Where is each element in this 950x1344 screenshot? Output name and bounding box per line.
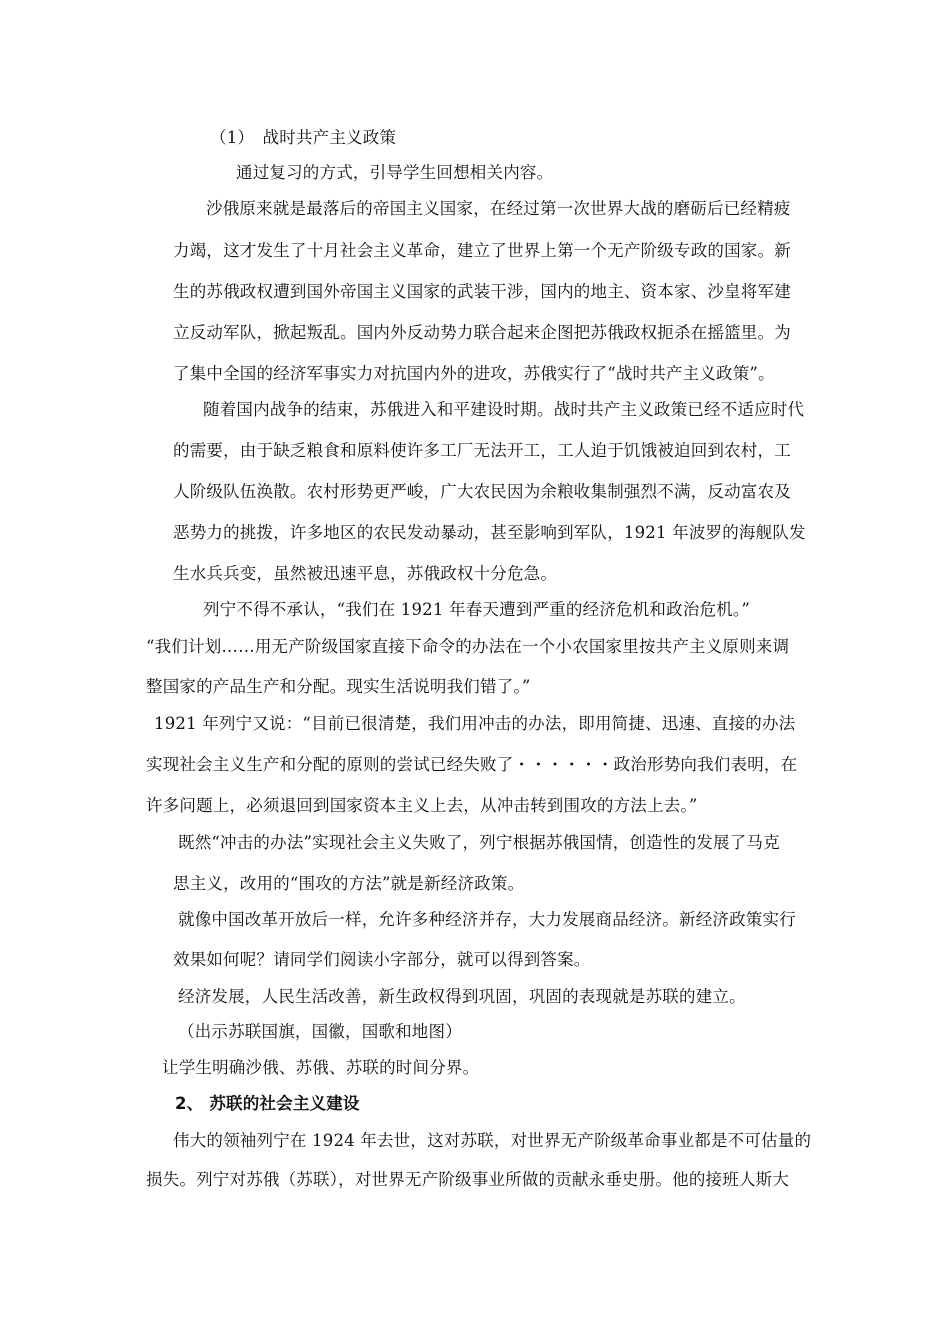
para5: 经济发展，人民生活改善，新生政权得到巩固，巩固的表现就是苏联的建立。 [178,987,746,1006]
para4-line: 效果如何呢？请同学们阅读小字部分，就可以得到答案。 [173,950,591,969]
para2-line: 随着国内战争的结束，苏俄进入和平建设时期。战时共产主义政策已经不适应时代 [203,400,805,419]
para6: （出示苏联国旗，国徽，国歌和地图） [178,1022,462,1041]
quote2-line: “我们计划……用无产阶级国家直接下命令的办法在一个小农国家里按共产主义原则来调 [146,637,790,656]
quote3-line: 许多问题上，必须退回到国家资本主义上去，从冲击转到围攻的方法上去。” [146,796,698,815]
section2-heading: 2、 苏联的社会主义建设 [175,1094,360,1113]
quote2-line: 整国家的产品生产和分配。现实生活说明我们错了。” [146,677,531,696]
para2-line: 人阶级队伍涣散。农村形势更严峻，广大农民因为余粮收集制强烈不满，反动富农及 [173,482,791,501]
quote3-line: 实现社会主义生产和分配的原则的尝试已经失败了・・・・・・政治形势向我们表明，在 [146,755,798,774]
para2-line: 生水兵兵变，虽然被迅速平息，苏俄政权十分危急。 [173,564,558,583]
para1-line: 沙俄原来就是最落后的帝国主义国家，在经过第一次世界大战的磨砺后已经精疲 [206,199,791,218]
para7: 让学生明确沙俄、苏俄、苏联的时间分界。 [162,1058,480,1077]
section2-para1-line: 伟大的领袖列宁在 1924 年去世，这对苏联，对世界无产阶级革命事业都是不可估量的 [173,1131,812,1150]
quote1: 列宁不得不承认，“我们在 1921 年春天遭到严重的经济危机和政治危机。” [203,600,751,619]
quote3-line: 1921 年列宁又说：“目前已很清楚，我们用冲击的办法，即用简捷、迅速、直接的办法 [154,714,796,733]
para2-line: 的需要，由于缺乏粮食和原料使许多工厂无法开工，工人迫于饥饿被迫回到农村，工 [173,441,791,460]
para1-line: 了集中全国的经济军事实力对抗国内外的进攻，苏俄实行了“战时共产主义政策”。 [173,364,775,383]
para1-line: 生的苏俄政权遭到国外帝国主义国家的武装干涉，国内的地主、资本家、沙皇将军建 [173,282,791,301]
section1-heading: （1） 战时共产主义政策 [210,128,397,147]
para3-line: 既然“冲击的办法”实现社会主义失败了，列宁根据苏俄国情，创造性的发展了马克 [178,833,780,852]
para4-line: 就像中国改革开放后一样，允许多种经济并存，大力发展商品经济。新经济政策实行 [178,910,796,929]
para2-line: 恶势力的挑拨，许多地区的农民发动暴动，甚至影响到军队，1921 年波罗的海舰队发 [173,523,806,542]
para1-line: 立反动军队，掀起叛乱。国内外反动势力联合起来企图把苏俄政权扼杀在摇篮里。为 [173,323,791,342]
section1-intro: 通过复习的方式，引导学生回想相关内容。 [236,163,554,182]
para3-line: 思主义，改用的“围攻的方法”就是新经济政策。 [173,874,525,893]
section2-para1-line: 损失。列宁对苏俄（苏联），对世界无产阶级事业所做的贡献永垂史册。他的接班人斯大 [146,1170,790,1189]
para1-line: 力竭，这才发生了十月社会主义革命，建立了世界上第一个无产阶级专政的国家。新 [173,241,791,260]
